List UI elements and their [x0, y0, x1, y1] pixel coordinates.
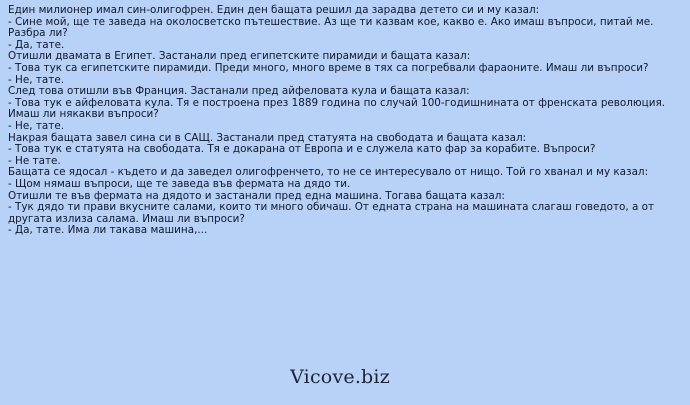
joke-line: - Това тук са египетските пирамиди. Преди много, много време в тях са погребвали фараоните. Имаш ли въпроси?	[8, 61, 649, 74]
joke-line: - Да, тате. Има ли такава машина,...	[8, 224, 208, 237]
joke-text	[8, 5, 684, 237]
joke-line: Бащата се ядосал - където и да заведел олигофренчето, то не се интересувало от нищо. Той го хванал и му казал:	[8, 166, 649, 179]
joke-line: След това отишли във Франция. Застанали пред айфеловата кула и бащата казал:	[8, 85, 470, 98]
joke-line: Един милионер имал син-олигофрен. Един ден бащата решил да зарадва детето си и му казал:	[8, 4, 540, 16]
joke-line: - Не, тате.	[8, 73, 65, 86]
joke-line: - Щом нямаш въпроси, ще те заведа във фермата на дядо ти.	[8, 177, 351, 190]
joke-line: Накрая бащата завел сина си в САЩ. Застанали пред статуята на свободата и бащата казал:	[8, 131, 527, 144]
joke-line: Отишли двамата в Египет. Застанали пред египетските пирамиди и бащата казал:	[8, 50, 471, 63]
joke-line: - Това тук е айфеловата кула. Тя е построена през 1889 година по случай 100-годишнината от френската революция. Имаш ли някакви въпроси?	[8, 96, 669, 121]
joke-line: - Това тук е статуята на свободата. Тя е докарана от Европа и е служела като фар за корабите. Въпроси?	[8, 143, 596, 156]
site-brand: Vicove.biz	[290, 366, 390, 388]
joke-line: - Не тате.	[8, 154, 61, 167]
joke-line: Отишли те във фермата на дядото и застанали пред една машина. Тогава бащата казал:	[8, 189, 505, 202]
joke-line: - Тук дядо ти прави вкусните салами, които ти много обичаш. От едната страна на машината слагаш говедото, а от другата излиза салама. Имаш ли въпроси?	[8, 201, 658, 225]
joke-line: - Не, тате.	[8, 119, 65, 132]
joke-line: - Да, тате.	[8, 38, 65, 51]
joke-line: - Сине мой, ще те заведа на околосветско пътешествие. Аз ще ти казвам кое, какво е. Ако имаш въпроси, питай ме. Разбра ли?	[8, 15, 657, 40]
